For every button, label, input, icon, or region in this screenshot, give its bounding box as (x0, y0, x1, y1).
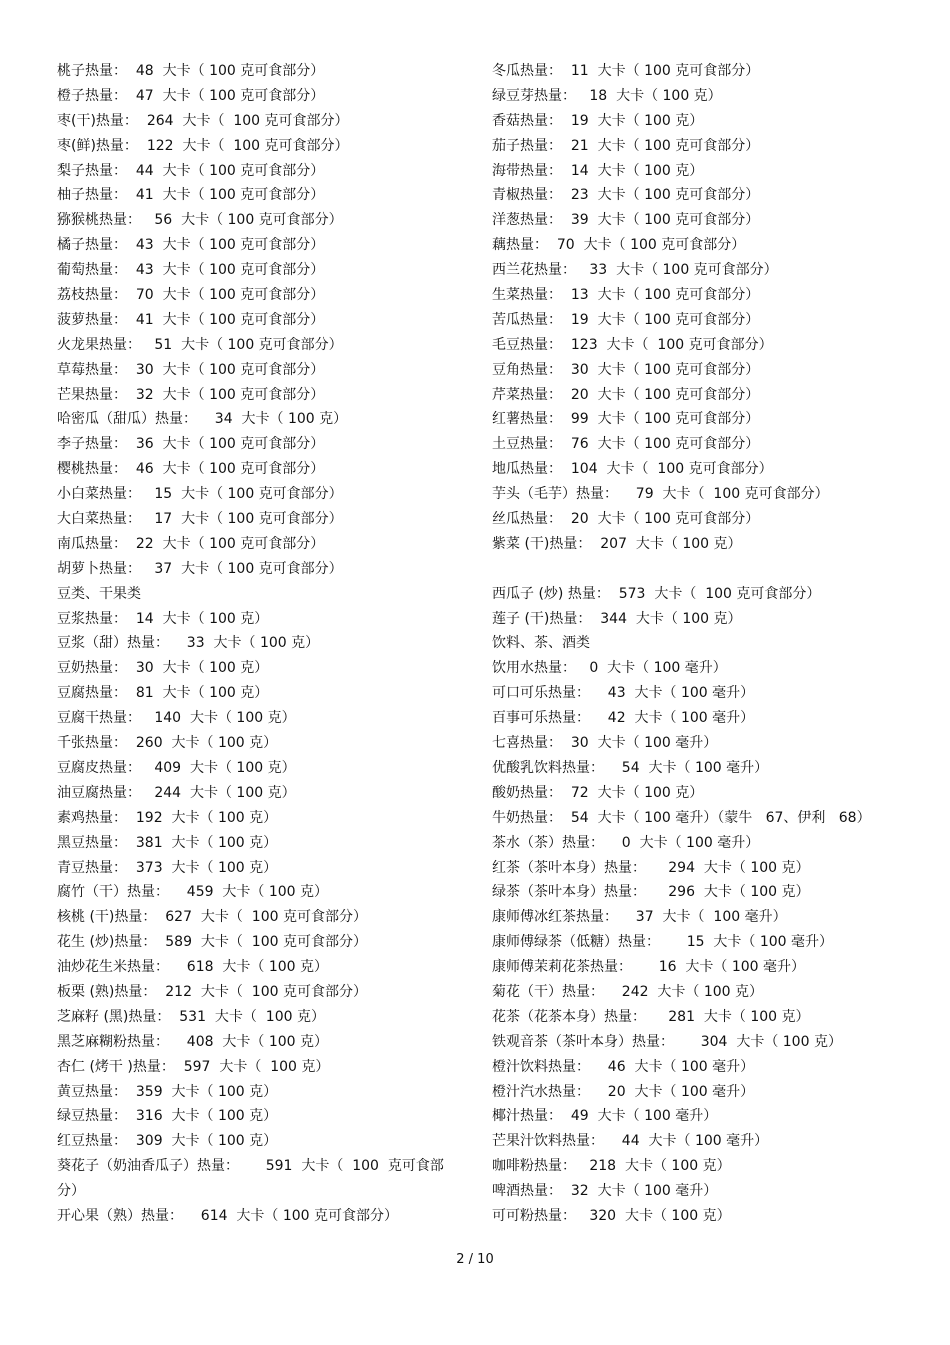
list-item: 油炒花生米热量： 618 大卡（ 100 克） (57, 959, 329, 976)
list-item: 草莓热量： 30 大卡（ 100 克可食部分） (57, 361, 325, 378)
list-item: 可口可乐热量： 43 大卡（ 100 毫升） (492, 685, 755, 702)
list-item: 西兰花热量： 33 大卡（ 100 克可食部分） (492, 262, 778, 279)
list-item: 核桃 (干)热量： 627 大卡（ 100 克可食部分） (57, 909, 367, 926)
list-item: 土豆热量： 76 大卡（ 100 克可食部分） (492, 436, 760, 453)
list-item: 黑豆热量： 381 大卡（ 100 克） (57, 834, 278, 851)
list-item-wrapped: 葵花子（奶油香瓜子）热量： 591 大卡（ 100 克可食部分） (57, 1158, 444, 1200)
list-item: 青豆热量： 373 大卡（ 100 克） (57, 859, 278, 876)
list-item: 茄子热量： 21 大卡（ 100 克可食部分） (492, 137, 760, 154)
list-item: 柚子热量： 41 大卡（ 100 克可食部分） (57, 187, 325, 204)
list-item: 茶水（茶）热量： 0 大卡（ 100 毫升） (492, 834, 760, 851)
list-item: 康师傅茉莉花茶热量： 16 大卡（ 100 毫升） (492, 959, 806, 976)
list-item: 康师傅冰红茶热量： 37 大卡（ 100 毫升） (492, 909, 787, 926)
list-item: 豆浆热量： 14 大卡（ 100 克） (57, 610, 269, 627)
list-item: 啤酒热量： 32 大卡（ 100 毫升） (492, 1183, 718, 1200)
list-item: 海带热量： 14 大卡（ 100 克） (492, 162, 704, 179)
list-item: 开心果（熟）热量： 614 大卡（ 100 克可食部分） (57, 1208, 399, 1224)
list-item: 橙汁汽水热量： 20 大卡（ 100 毫升） (492, 1083, 755, 1100)
list-item: 大白菜热量： 17 大卡（ 100 克可食部分） (57, 511, 343, 528)
list-item: 豆腐皮热量： 409 大卡（ 100 克） (57, 759, 296, 776)
list-item: 胡萝卜热量： 37 大卡（ 100 克可食部分） (57, 560, 343, 577)
list-item: 绿豆热量： 316 大卡（ 100 克） (57, 1108, 278, 1125)
list-item: 板栗 (熟)热量： 212 大卡（ 100 克可食部分） (57, 983, 367, 1000)
list-item: 藕热量： 70 大卡（ 100 克可食部分） (492, 237, 746, 254)
list-item: 芹菜热量： 20 大卡（ 100 克可食部分） (492, 386, 760, 403)
list-item: 荔枝热量： 70 大卡（ 100 克可食部分） (57, 287, 325, 304)
list-item: 芒果热量： 32 大卡（ 100 克可食部分） (57, 386, 325, 403)
list-item: 素鸡热量： 192 大卡（ 100 克） (57, 809, 278, 826)
list-item: 洋葱热量： 39 大卡（ 100 克可食部分） (492, 212, 760, 229)
list-item: 豆奶热量： 30 大卡（ 100 克） (57, 660, 269, 677)
list-item: 苦瓜热量： 19 大卡（ 100 克可食部分） (492, 311, 760, 328)
list-item: 冬瓜热量： 11 大卡（ 100 克可食部分） (492, 63, 760, 79)
list-item: 七喜热量： 30 大卡（ 100 毫升） (492, 735, 718, 752)
list-item: 豆浆（甜）热量： 33 大卡（ 100 克） (57, 635, 320, 652)
list-item: 花茶（花茶本身）热量： 281 大卡（ 100 克） (492, 1008, 810, 1025)
list-item: 绿茶（茶叶本身）热量： 296 大卡（ 100 克） (492, 884, 810, 901)
list-item: 黑芝麻糊粉热量： 408 大卡（ 100 克） (57, 1033, 329, 1050)
list-item: 桃子热量： 48 大卡（ 100 克可食部分） (57, 63, 325, 79)
list-item: 芒果汁饮料热量： 44 大卡（ 100 毫升） (492, 1133, 769, 1150)
list-item: 毛豆热量： 123 大卡（ 100 克可食部分） (492, 336, 773, 353)
list-item: 饮用水热量： 0 大卡（ 100 毫升） (492, 660, 727, 677)
list-item: 橘子热量： 43 大卡（ 100 克可食部分） (57, 237, 325, 254)
list-item: 芝麻籽 (黑)热量： 531 大卡（ 100 克） (57, 1008, 325, 1025)
list-item: 葡萄热量： 43 大卡（ 100 克可食部分） (57, 262, 325, 279)
list-item: 康师傅绿茶（低糖）热量： 15 大卡（ 100 毫升） (492, 934, 834, 951)
list-item: 枣(干)热量： 264 大卡（ 100 克可食部分） (57, 112, 349, 129)
list-item: 梨子热量： 44 大卡（ 100 克可食部分） (57, 162, 325, 179)
list-item: 南瓜热量： 22 大卡（ 100 克可食部分） (57, 535, 325, 552)
blank-line (492, 557, 912, 582)
list-item: 莲子 (干)热量： 344 大卡（ 100 克） (492, 610, 742, 627)
list-item: 青椒热量： 23 大卡（ 100 克可食部分） (492, 187, 760, 204)
list-item: 哈密瓜（甜瓜）热量： 34 大卡（ 100 克） (57, 411, 348, 428)
list-item: 绿豆芽热量： 18 大卡（ 100 克） (492, 87, 722, 104)
list-item: 优酸乳饮料热量： 54 大卡（ 100 毫升） (492, 759, 769, 776)
list-item: 花生 (炒)热量： 589 大卡（ 100 克可食部分） (57, 934, 367, 951)
list-item: 紫菜 (干)热量： 207 大卡（ 100 克） (492, 535, 742, 552)
list-item: 丝瓜热量： 20 大卡（ 100 克可食部分） (492, 511, 760, 528)
list-item: 李子热量： 36 大卡（ 100 克可食部分） (57, 436, 325, 453)
list-item: 红薯热量： 99 大卡（ 100 克可食部分） (492, 411, 760, 428)
list-item: 牛奶热量： 54 大卡（ 100 毫升）（蒙牛 67、伊利 68） (492, 809, 871, 826)
list-item: 豆腐热量： 81 大卡（ 100 克） (57, 685, 269, 702)
list-item: 黄豆热量： 359 大卡（ 100 克） (57, 1083, 278, 1100)
list-item: 油豆腐热量： 244 大卡（ 100 克） (57, 784, 296, 801)
list-item: 火龙果热量： 51 大卡（ 100 克可食部分） (57, 336, 343, 353)
section-heading: 饮料、茶、酒类 (492, 635, 590, 652)
list-item: 红豆热量： 309 大卡（ 100 克） (57, 1133, 278, 1150)
list-item: 小白菜热量： 15 大卡（ 100 克可食部分） (57, 486, 343, 503)
list-item: 芋头（毛芋）热量： 79 大卡（ 100 克可食部分） (492, 486, 829, 503)
list-item: 红茶（茶叶本身）热量： 294 大卡（ 100 克） (492, 859, 810, 876)
list-item: 香菇热量： 19 大卡（ 100 克） (492, 112, 704, 129)
list-item: 橙汁饮料热量： 46 大卡（ 100 毫升） (492, 1058, 755, 1075)
list-item: 生菜热量： 13 大卡（ 100 克可食部分） (492, 287, 760, 304)
section-heading: 豆类、干果类 (57, 585, 141, 602)
list-item: 西瓜子 (炒) 热量： 573 大卡（ 100 克可食部分） (492, 585, 821, 602)
list-item: 杏仁 (烤干 )热量： 597 大卡（ 100 克） (57, 1058, 330, 1075)
list-item: 椰汁热量： 49 大卡（ 100 毫升） (492, 1108, 718, 1125)
list-item: 铁观音茶（茶叶本身）热量： 304 大卡（ 100 克） (492, 1033, 842, 1050)
right-column (492, 59, 912, 1229)
list-item: 咖啡粉热量： 218 大卡（ 100 克） (492, 1158, 731, 1175)
list-item: 猕猴桃热量： 56 大卡（ 100 克可食部分） (57, 212, 343, 229)
list-item: 地瓜热量： 104 大卡（ 100 克可食部分） (492, 461, 773, 478)
list-item: 菠萝热量： 41 大卡（ 100 克可食部分） (57, 311, 325, 328)
left-column (57, 59, 457, 1229)
list-item: 橙子热量： 47 大卡（ 100 克可食部分） (57, 87, 325, 104)
list-item: 豆腐干热量： 140 大卡（ 100 克） (57, 710, 296, 727)
list-item: 千张热量： 260 大卡（ 100 克） (57, 735, 278, 752)
list-item: 腐竹（干）热量： 459 大卡（ 100 克） (57, 884, 329, 901)
list-item: 豆角热量： 30 大卡（ 100 克可食部分） (492, 361, 760, 378)
list-item: 菊花（干）热量： 242 大卡（ 100 克） (492, 983, 764, 1000)
list-item: 枣(鲜)热量： 122 大卡（ 100 克可食部分） (57, 137, 349, 154)
list-item: 百事可乐热量： 42 大卡（ 100 毫升） (492, 710, 755, 727)
list-item: 樱桃热量： 46 大卡（ 100 克可食部分） (57, 461, 325, 478)
list-item: 可可粉热量： 320 大卡（ 100 克） (492, 1207, 731, 1224)
list-item: 酸奶热量： 72 大卡（ 100 克） (492, 784, 704, 801)
page-number: 2 / 10 (456, 1252, 494, 1267)
